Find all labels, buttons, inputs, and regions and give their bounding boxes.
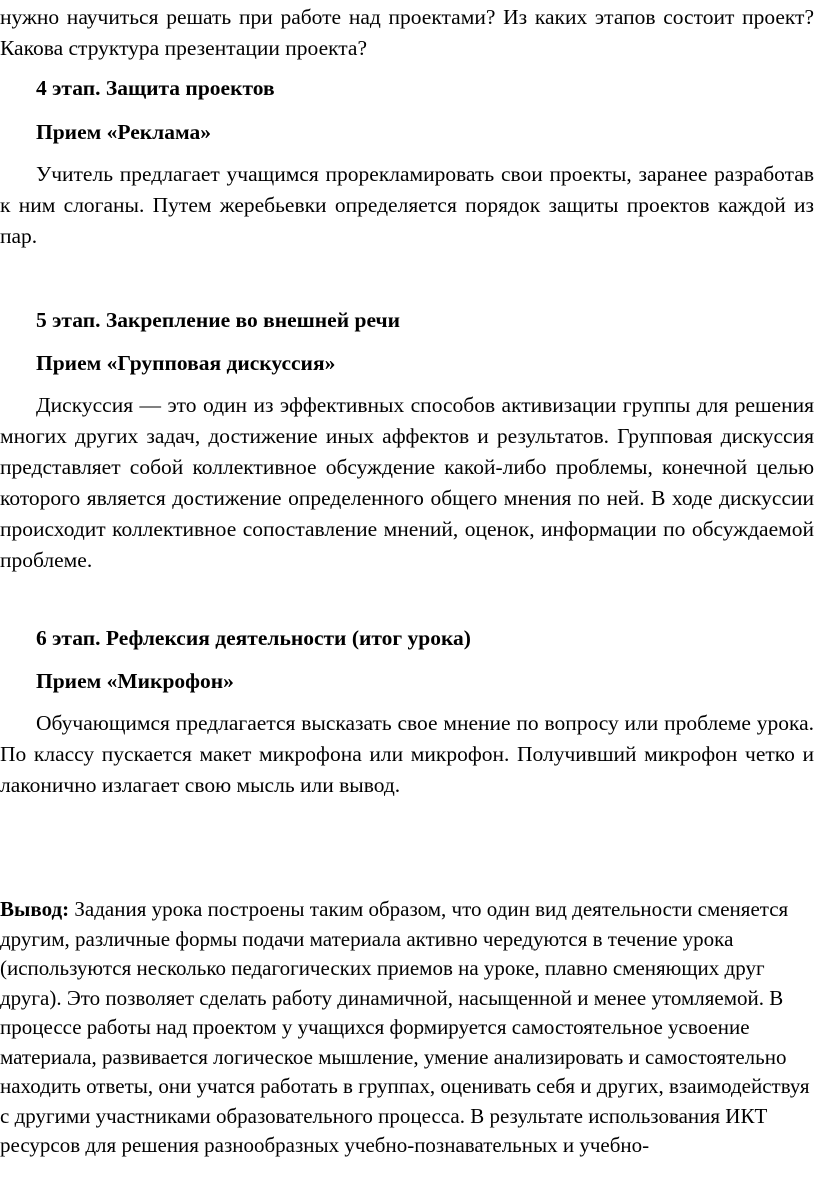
stage6-technique: Прием «Микрофон»: [36, 669, 234, 693]
stage6-title: 6 этап. Рефлексия деятельности (итог урока): [36, 626, 471, 650]
stage4-technique: Прием «Реклама»: [36, 120, 211, 144]
stage6-text: Обучающимся предлагается высказать свое мнение по вопросу или проблеме урока. По классу пускается макет микрофона или микрофон. Получивший микрофон четко и лаконично излагает свою мысль или вывод.: [0, 711, 814, 797]
conclusion-label: Вывод:: [0, 897, 70, 921]
stage5-text: Дискуссия — это один из эффективных способов активизации группы для решения многих других задач, достижение иных аффектов и результатов. Групповая дискуссия представляет собой коллективное обсуждение какой-либо проблемы, конечной целью которого является достижение определенного общего мнения по ней. В ходе дискуссии происходит коллективное сопоставление мнений, оценок, информации по обсуждаемой проблеме.: [0, 393, 814, 572]
conclusion-text: Задания урока построены таким образом, что один вид деятельности сменяется другим, различные формы подачи материала активно чередуются в течение урока (используются несколько педагогических приемов на уроке, плавно сменяющих друг друга). Это позволяет сделать работу динамичной, насыщенной и менее утомляемой. В процессе работы над проектом у учащихся формируется самостоятельное усвоение материала, развивается логическое мышление, умение анализировать и самостоятельно находить ответы, они учатся работать в группах, оценивать себя и других, взаимодействуя с другими участниками образовательного процесса. В результате использования ИКТ ресурсов для решения разнообразных учебно-познавательных и учебно-: [0, 897, 810, 1157]
stage5-technique: Прием «Групповая дискуссия»: [36, 351, 336, 375]
stage5-title: 5 этап. Закрепление во внешней речи: [36, 308, 400, 332]
conclusion-paragraph: [0, 895, 814, 1161]
stage4-text: Учитель предлагает учащимся прорекламировать свои проекты, заранее разработав к ним слоганы. Путем жеребьевки определяется порядок защиты проектов каждой из пар.: [0, 162, 814, 248]
stage4-title: 4 этап. Защита проектов: [36, 76, 275, 100]
intro-paragraph: нужно научиться решать при работе над проектами? Из каких этапов состоит проект? Какова структура презентации проекта?: [0, 5, 814, 60]
